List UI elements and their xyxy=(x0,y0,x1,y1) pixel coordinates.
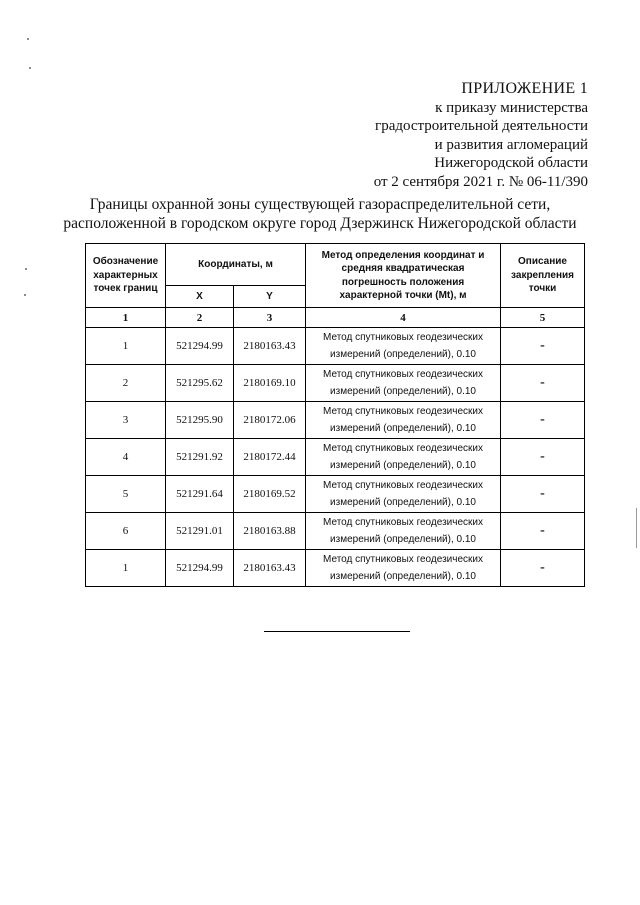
column-number: 2 xyxy=(166,308,234,328)
method-line: Метод спутниковых геодезических xyxy=(323,554,483,565)
header-method-line: характерной точки (Mt), м xyxy=(339,290,467,301)
column-number: 1 xyxy=(86,308,166,328)
scan-speck xyxy=(24,294,26,296)
scan-speck xyxy=(27,38,29,40)
header-line: к приказу министерства xyxy=(435,99,588,116)
y-cell: 2180163.43 xyxy=(234,550,306,587)
point-cell: 2 xyxy=(86,365,166,402)
y-cell: 2180163.43 xyxy=(234,328,306,365)
method-cell xyxy=(306,513,501,550)
point-cell: 5 xyxy=(86,476,166,513)
header-line: от 2 сентября 2021 г. № 06-11/390 xyxy=(373,173,588,190)
document-title xyxy=(0,195,640,233)
method-cell xyxy=(306,476,501,513)
method-line: измерений (определений), 0.10 xyxy=(330,534,476,545)
header-point-line: точек границ xyxy=(93,283,158,295)
method-line: измерений (определений), 0.10 xyxy=(330,386,476,397)
scan-speck xyxy=(25,268,27,270)
table-row xyxy=(86,550,585,587)
method-line: Метод спутниковых геодезических xyxy=(323,443,483,454)
header-coordinates-cell: Координаты, м xyxy=(166,244,306,286)
method-line: Метод спутниковых геодезических xyxy=(323,369,483,380)
header-point-line: Обозначение xyxy=(92,256,159,268)
appendix-heading: ПРИЛОЖЕНИЕ 1 xyxy=(461,80,588,97)
header-line: и развития агломераций xyxy=(434,136,588,153)
table-row xyxy=(86,476,585,513)
method-line: Метод спутниковых геодезических xyxy=(323,480,483,491)
method-line: измерений (определений), 0.10 xyxy=(330,460,476,471)
description-cell: - xyxy=(501,328,585,365)
scan-edge-mark xyxy=(636,508,637,548)
point-cell: 1 xyxy=(86,328,166,365)
method-cell xyxy=(306,402,501,439)
x-cell: 521291.01 xyxy=(166,513,234,550)
point-cell: 3 xyxy=(86,402,166,439)
description-cell: - xyxy=(501,439,585,476)
y-cell: 2180169.10 xyxy=(234,365,306,402)
header-description-line: закрепления xyxy=(511,269,574,281)
document-header xyxy=(374,80,588,191)
header-description-cell xyxy=(501,244,585,308)
header-method-line: Метод определения координат и xyxy=(321,249,485,261)
description-cell: - xyxy=(501,365,585,402)
table-row xyxy=(86,439,585,476)
header-method-line: погрешность положения xyxy=(341,276,465,288)
header-x-cell: X xyxy=(166,286,234,308)
header-point-cell xyxy=(86,244,166,308)
coordinates-table xyxy=(85,243,585,587)
table-row xyxy=(86,328,585,365)
description-cell: - xyxy=(501,513,585,550)
column-number: 4 xyxy=(306,308,501,328)
description-cell: - xyxy=(501,476,585,513)
point-cell: 4 xyxy=(86,439,166,476)
table-row xyxy=(86,513,585,550)
x-cell: 521291.92 xyxy=(166,439,234,476)
y-cell: 2180172.44 xyxy=(234,439,306,476)
method-line: измерений (определений), 0.10 xyxy=(330,423,476,434)
description-cell: - xyxy=(501,550,585,587)
header-line: Нижегородской области xyxy=(434,155,588,171)
x-cell: 521295.62 xyxy=(166,365,234,402)
header-description-line: точки xyxy=(528,283,557,295)
table-row xyxy=(86,365,585,402)
y-cell: 2180169.52 xyxy=(234,476,306,513)
title-line: расположенной в городском округе город Дзержинск Нижегородской области xyxy=(63,215,577,232)
point-cell: 1 xyxy=(86,550,166,587)
x-cell: 521294.99 xyxy=(166,550,234,587)
method-cell xyxy=(306,550,501,587)
table-row xyxy=(86,402,585,439)
header-description-line: Описание xyxy=(518,256,567,268)
method-line: Метод спутниковых геодезических xyxy=(323,406,483,417)
point-cell: 6 xyxy=(86,513,166,550)
method-cell xyxy=(306,328,501,365)
closing-rule xyxy=(264,631,410,632)
header-line: градостроительной деятельности xyxy=(375,118,588,134)
header-point-line: характерных xyxy=(93,269,158,281)
method-cell xyxy=(306,365,501,402)
column-number: 3 xyxy=(234,308,306,328)
method-line: Метод спутниковых геодезических xyxy=(323,517,483,528)
column-number: 5 xyxy=(501,308,585,328)
description-cell: - xyxy=(501,402,585,439)
method-line: измерений (определений), 0.10 xyxy=(330,571,476,582)
header-method-line: средняя квадратическая xyxy=(341,263,465,274)
method-cell xyxy=(306,439,501,476)
x-cell: 521291.64 xyxy=(166,476,234,513)
scan-speck xyxy=(29,67,31,69)
y-cell: 2180172.06 xyxy=(234,402,306,439)
header-method-cell xyxy=(306,244,501,308)
header-y-cell: Y xyxy=(234,286,306,308)
method-line: измерений (определений), 0.10 xyxy=(330,349,476,360)
method-line: измерений (определений), 0.10 xyxy=(330,497,476,508)
title-line: Границы охранной зоны существующей газораспределительной сети, xyxy=(89,196,551,213)
y-cell: 2180163.88 xyxy=(234,513,306,550)
x-cell: 521294.99 xyxy=(166,328,234,365)
x-cell: 521295.90 xyxy=(166,402,234,439)
method-line: Метод спутниковых геодезических xyxy=(323,332,483,343)
